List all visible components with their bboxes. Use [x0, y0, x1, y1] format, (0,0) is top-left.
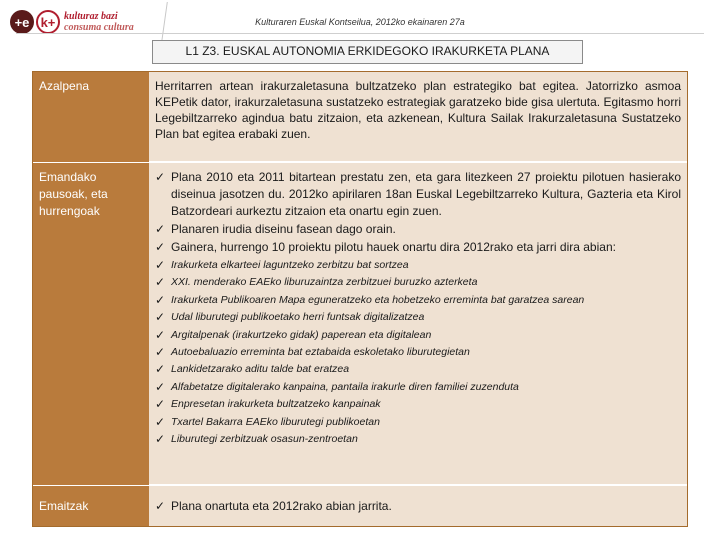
list-item [155, 498, 681, 515]
list-item-text: Plana 2010 eta 2011 bitartean prestatu zen, eta gara litezkeen 27 proiektu pilotuen hasierako diseinua jasotzen du. 2012ko apirilaren 18an Euskal Legebiltzarreko Kultura, Gazteria eta Kirol Batzordeari aurkeztu zitzaion eta onartu egin zuen. [171, 170, 681, 218]
check-icon: ✓ [155, 258, 166, 272]
list-item [155, 344, 681, 361]
check-icon: ✓ [155, 170, 166, 184]
list-item-text: Autoebaluazio erreminta bat eztabaida eskoletako liburutegietan [171, 346, 470, 359]
list-item [155, 327, 681, 344]
list-item-text: Gainera, hurrengo 10 proiektu pilotu hauek onartu dira 2012rako eta jarri dira abian: [171, 240, 616, 254]
document-header-title: Kulturaren Euskal Kontseilua, 2012ko ekainaren 27a [255, 17, 465, 27]
row-results-content [149, 486, 687, 526]
list-item-text: Plana onartuta eta 2012rako abian jarrita. [171, 499, 392, 513]
logo-mark-right: k+ [36, 10, 60, 34]
check-icon: ✓ [155, 432, 166, 447]
list-item [155, 379, 681, 396]
plan-table [32, 71, 688, 527]
check-icon: ✓ [155, 362, 166, 377]
list-item-text: Txartel Bakarra EAEko liburutegi publikoetan [171, 415, 380, 428]
check-icon: ✓ [155, 345, 166, 360]
list-item-text: Liburutegi zerbitzuak osasun-zentroetan [171, 433, 358, 446]
list-item-text: Irakurketa elkarteei laguntzeko zerbitzu bat sortzea [171, 259, 409, 271]
list-item [155, 257, 681, 274]
logo-line2: consuma cultura [64, 22, 134, 33]
check-icon: ✓ [155, 327, 166, 342]
check-icon: ✓ [155, 379, 166, 394]
list-item [155, 431, 681, 448]
check-icon: ✓ [155, 499, 166, 513]
results-list [155, 498, 681, 515]
list-item [155, 221, 681, 238]
list-item-text: Alfabetatze digitalerako kanpaina, pantaila irakurle diren familiei zuzenduta [171, 380, 519, 393]
row-label: Azalpena [33, 72, 149, 162]
check-icon: ✓ [155, 310, 166, 325]
list-item [155, 309, 681, 326]
list-item-text: XXI. menderako EAEko liburuzaintza zerbitzuei buruzko azterketa [171, 276, 478, 289]
check-icon: ✓ [155, 292, 166, 307]
logo-line1: kulturaz bazi [64, 11, 118, 22]
check-icon: ✓ [155, 414, 166, 429]
list-item [155, 274, 681, 291]
list-item-text: Planaren irudia diseinu fasean dago orain. [171, 222, 396, 236]
row-label: Emandako pausoak, eta hurrengoak [33, 163, 149, 485]
list-item-text: Udal liburutegi publikoetako herri funtsak digitalizatzea [171, 311, 425, 324]
list-item [155, 396, 681, 413]
row-label: Emaitzak [33, 486, 149, 526]
list-item-text: Enpresetan irakurketa bultzatzeko kanpainak [171, 398, 381, 411]
list-item [155, 361, 681, 378]
list-item-text: Argitalpenak (irakurtzeko gidak) paperean eta digitalean [171, 328, 432, 341]
list-item [155, 169, 681, 220]
check-icon: ✓ [155, 222, 166, 236]
table-row-steps [33, 162, 687, 485]
list-item [155, 292, 681, 309]
check-icon: ✓ [155, 240, 166, 254]
section-title-banner: L1 Z3. EUSKAL AUTONOMIA ERKIDEGOKO IRAKURKETA PLANA [152, 40, 583, 64]
list-item [155, 414, 681, 431]
header-divider [16, 33, 704, 34]
logo-mark-left: +e [10, 10, 34, 34]
row-description: Herritarren artean irakurzaletasuna bultzatzeko plan estrategiko bat egitea. Jatorrizko asmoa KEPetik dator, irakurzaletasuna sustatzeko estrategiak garatzeko bide gisa ulertuta. Egitasmo horri Legebiltzarreko agindua batu zitzaion, eta azkenean, Kultura Sailak Irakurzaletasuna Sustatzeko Plan bat egitea erabaki zuen. [149, 72, 687, 162]
list-item-text: Lankidetzarako aditu talde bat eratzea [171, 363, 350, 376]
check-icon: ✓ [155, 275, 166, 290]
table-row-results [33, 485, 687, 526]
table-row-azalpena [33, 72, 687, 162]
row-steps-content [149, 163, 687, 485]
steps-list [155, 169, 681, 256]
list-item [155, 239, 681, 256]
pilot-projects-list [155, 257, 681, 448]
list-item-text: Irakurketa Publikoaren Mapa eguneratzeko eta hobetzeko erreminta bat garatzea sarean [171, 293, 585, 306]
check-icon: ✓ [155, 397, 166, 412]
